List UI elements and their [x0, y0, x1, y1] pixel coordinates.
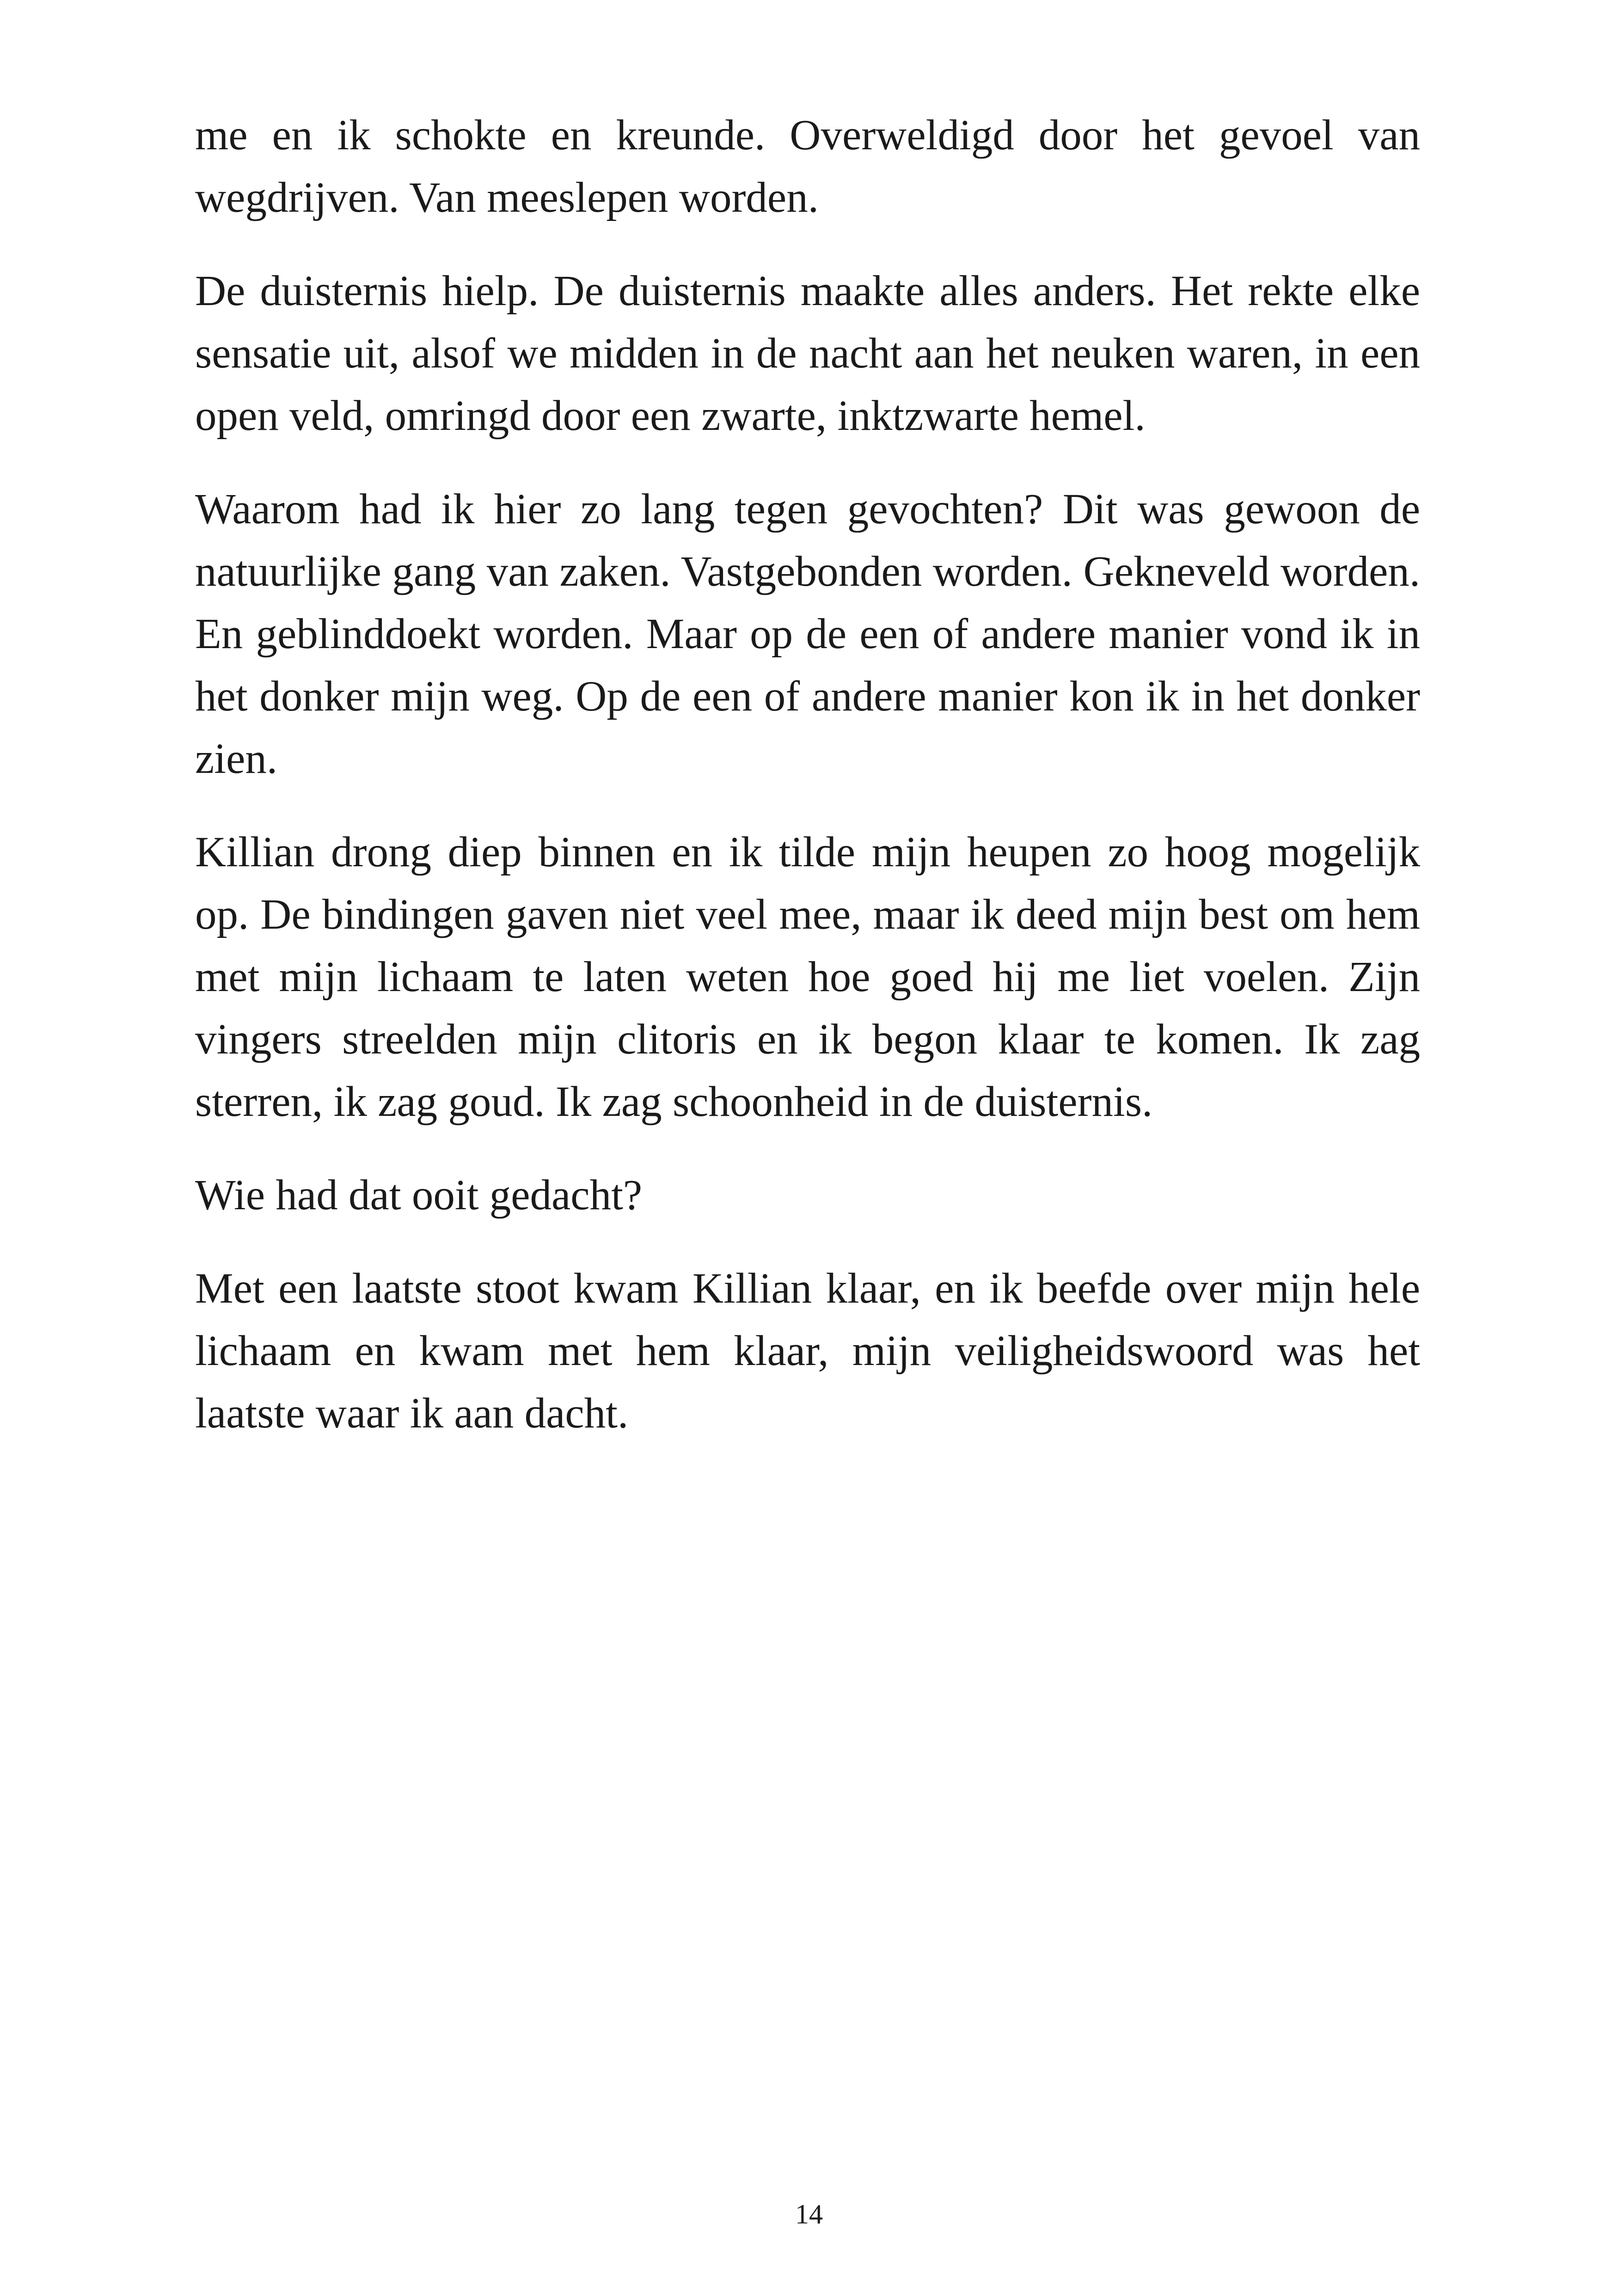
- paragraph-2: De duisternis hielp. De duisternis maakte alles anders. Het rekte elke sensatie uit, alsof we midden in de nacht aan het neuken waren, in een open veld, omringd door een zwarte, inktzwarte hemel.: [195, 267, 1420, 440]
- paragraph-3: Waarom had ik hier zo lang tegen gevochten? Dit was gewoon de natuurlijke gang van zaken. Vastgebonden worden. Gekneveld worden. En geblinddoekt worden. Maar op de een of andere manier vond ik in het donker mijn weg. Op de een of andere manier kon ik in het donker zien.: [195, 485, 1420, 783]
- paragraph-4: Killian drong diep binnen en ik tilde mijn heupen zo hoog mogelijk op. De bindingen gaven niet veel mee, maar ik deed mijn best om hem met mijn lichaam te laten weten hoe goed hij me liet voelen. Zijn vingers streelden mijn clitoris en ik begon klaar te komen. Ik zag sterren, ik zag goud. Ik zag schoonheid in de duisternis.: [195, 828, 1420, 1126]
- paragraph-5: Wie had dat ooit gedacht?: [195, 1171, 643, 1219]
- paragraph-1: me en ik schokte en kreunde. Overweldigd door het gevoel van wegdrijven. Van meeslepen worden.: [195, 111, 1420, 221]
- paragraph-6: Met een laatste stoot kwam Killian klaar, en ik beefde over mijn hele lichaam en kwam met hem klaar, mijn veiligheidswoord was het laatste waar ik aan dacht.: [195, 1265, 1420, 1437]
- body-text: [195, 104, 1420, 1476]
- page-number: 14: [795, 2199, 823, 2229]
